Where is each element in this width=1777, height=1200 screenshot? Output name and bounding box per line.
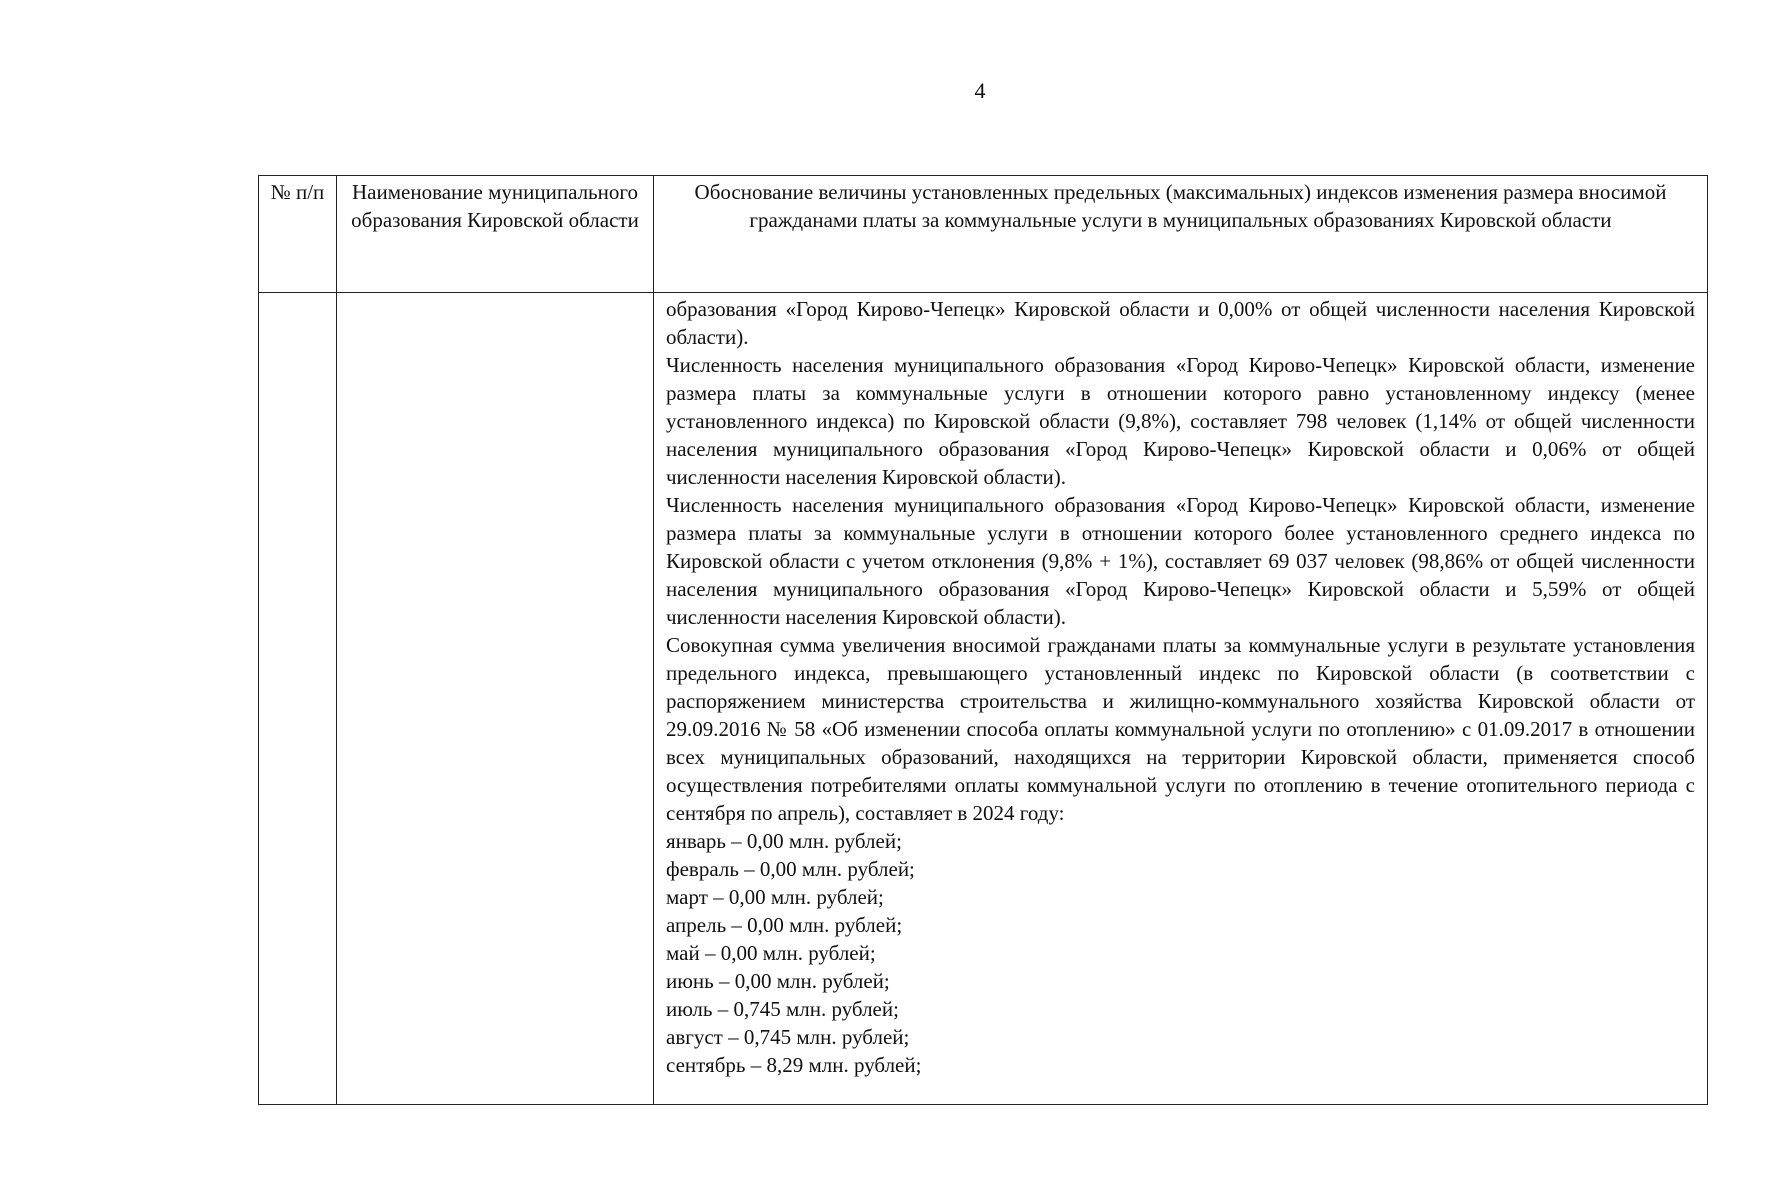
justification-table — [258, 175, 1708, 1105]
month-amount-line: сентябрь – 8,29 млн. рублей; — [666, 1053, 922, 1077]
justification-paragraph: Численность населения муниципального образования «Город Кирово-Чепецк» Кировской области, изменение размера платы за коммунальные услуги в отношении которого равно установленному индексу (менее установленного индекса) по Кировской области (9,8%), составляет 798 человек (1,14% от общей численности населения муниципального образования «Город Кирово-Чепецк» Кировской области и 0,06% от общей численности населения Кировской области). — [666, 353, 1695, 489]
page-number: 4 — [974, 78, 986, 103]
header-justification: Обоснование величины установленных предельных (максимальных) индексов изменения размера вносимой гражданами платы за коммунальные услуги в муниципальных образованиях Кировской области — [654, 176, 1708, 293]
justification-paragraph: Численность населения муниципального образования «Город Кирово-Чепецк» Кировской области, изменение размера платы за коммунальные услуги в отношении которого более установленного среднего индекса по Кировской области с учетом отклонения (9,8% + 1%), составляет 69 037 человек (98,86% от общей численности населения муниципального образования «Город Кирово-Чепецк» Кировской области и 5,59% от общей численности населения Кировской области). — [666, 493, 1695, 629]
table-row — [259, 293, 1708, 1105]
month-amount-line: май – 0,00 млн. рублей; — [666, 941, 876, 965]
justification-paragraph: Совокупная сумма увеличения вносимой гражданами платы за коммунальные услуги в результате установления предельного индекса, превышающего установленный индекс по Кировской области (в соответствии с распоряжением министерства строительства и жилищно-коммунального хозяйства Кировской области от 29.09.2016 № 58 «Об изменении способа оплаты коммунальной услуги по отоплению» с 01.09.2017 в отношении всех муниципальных образований, находящихся на территории Кировской области, применяется способ осуществления потребителями оплаты коммунальной услуги по отоплению в течение отопительного периода с сентября по апрель), составляет в 2024 году: — [666, 633, 1695, 825]
month-amount-line: апрель – 0,00 млн. рублей; — [666, 913, 903, 937]
cell-justification — [654, 293, 1708, 1105]
justification-paragraph: образования «Город Кирово-Чепецк» Кировской области и 0,00% от общей численности населения Кировской области). — [666, 297, 1695, 349]
month-amount-line: август – 0,745 млн. рублей; — [666, 1025, 910, 1049]
month-amount-line: январь – 0,00 млн. рублей; — [666, 829, 902, 853]
month-amount-line: март – 0,00 млн. рублей; — [666, 885, 884, 909]
header-municipality-name: Наименование муниципального образования Кировской области — [337, 176, 654, 293]
month-amount-line: июль – 0,745 млн. рублей; — [666, 997, 899, 1021]
cell-number — [259, 293, 337, 1105]
header-number: № п/п — [259, 176, 337, 293]
month-amount-line: февраль – 0,00 млн. рублей; — [666, 857, 915, 881]
month-amount-line: июнь – 0,00 млн. рублей; — [666, 969, 890, 993]
table-header-row — [259, 176, 1708, 293]
cell-municipality-name — [337, 293, 654, 1105]
